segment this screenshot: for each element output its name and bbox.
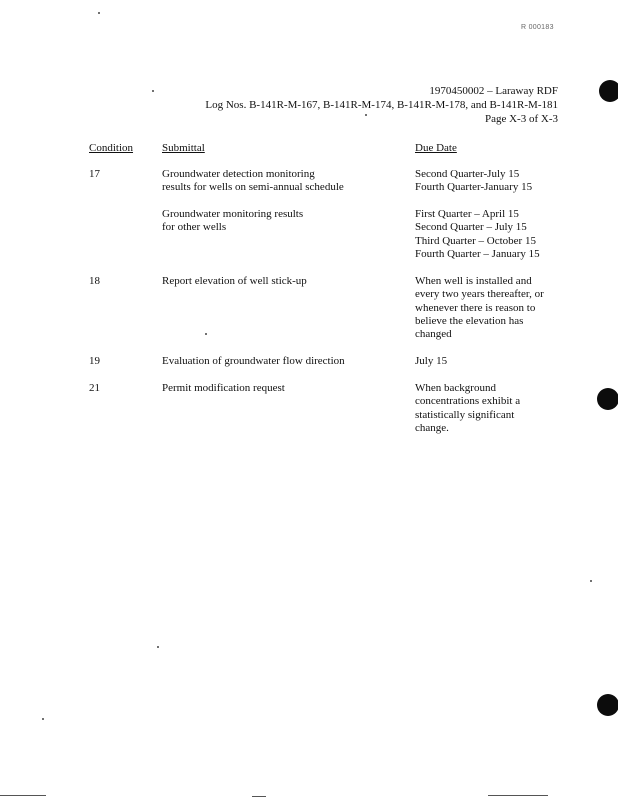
scan-speck	[157, 646, 159, 648]
scan-speck	[365, 114, 367, 116]
due-date-text: When background concentrations exhibit a statistically significant change.	[415, 382, 521, 434]
submittal-text: Permit modification request	[162, 382, 285, 394]
bates-stamp: R 000183	[521, 24, 554, 31]
scan-edge-line	[488, 795, 548, 796]
due-date-text: When well is installed and every two years thereafter, or whenever there is reason to believe the elevation has changed	[415, 275, 544, 341]
submittal-text: Groundwater monitoring results for other wells	[162, 208, 304, 234]
scan-speck	[98, 12, 100, 14]
column-header-due-date: Due Date	[415, 142, 457, 154]
submittal-text: Report elevation of well stick-up	[162, 275, 307, 287]
punch-hole-top	[599, 80, 618, 102]
page-number: Page X-3 of X-3	[484, 113, 558, 125]
punch-hole-bottom	[597, 694, 618, 716]
condition-number: 18	[89, 275, 100, 287]
condition-number: 19	[89, 355, 100, 367]
log-numbers-line: Log Nos. B-141R-M-167, B-141R-M-174, B-141R-M-178, and B-141R-M-181	[205, 99, 558, 111]
scan-speck	[205, 333, 207, 335]
scan-speck	[152, 90, 154, 92]
due-date-text: July 15	[415, 355, 448, 367]
punch-hole-middle	[597, 388, 618, 410]
column-header-condition: Condition	[89, 142, 134, 154]
submittal-text: Groundwater detection monitoring results for wells on semi-annual schedule	[162, 168, 344, 194]
condition-number: 21	[89, 382, 100, 394]
condition-number: 17	[89, 168, 100, 180]
scan-edge-line	[0, 795, 46, 796]
due-date-text: Second Quarter-July 15 Fourth Quarter-January 15	[415, 168, 533, 194]
scan-speck	[590, 580, 592, 582]
column-header-submittal: Submittal	[162, 142, 205, 154]
submittal-text: Evaluation of groundwater flow direction	[162, 355, 345, 367]
due-date-text: First Quarter – April 15 Second Quarter – July 15 Third Quarter – October 15 Fourth Quarter – January 15	[415, 208, 540, 260]
scan-edge-line	[252, 796, 266, 797]
facility-id-line: 1970450002 – Laraway RDF	[429, 85, 558, 97]
scan-speck	[42, 718, 44, 720]
